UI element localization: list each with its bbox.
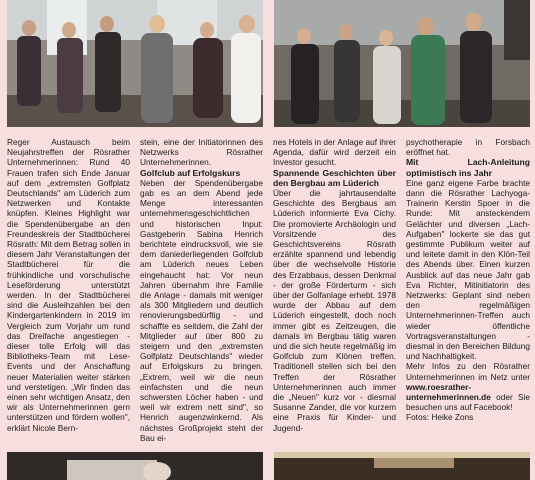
photo-bottom-left (7, 452, 263, 480)
paragraph: nes Hotels in der Anlage auf ihrer Agenda, dafür wird derzeit ein Investor gesucht. (273, 137, 396, 168)
website-link[interactable]: www.roesrather-unternehmerinnen.de (406, 381, 491, 403)
paragraph: Neben der Spendenübergabe gab es an dem Abend jede Menge interessanten unternehmensgeschichtlichen und historischen Input: Gastgeberin Sabina Henrich berichtete eindrucksvoll, wie sie dem daniederliegenden Golfclub am Lüderich neues Leben eingehaucht hat: Vor neun Jahren übernahm ihre Familie die Anlage - damals mit weniger als 300 Mitgliedern und deutlich renovierungsbedürftig - und schaffte es seitdem, die Zahl der Mitglieder auf über 800 zu steigern und den „extremsten Golfplatz Deutschlands" wieder auf Erfolgskurs zu bringen. „Extrem, weil wir die neun einfachsten und die neun schwersten Löcher haben - und weil wir extrem nett sind", so Henrich augenzwinkernd. Als nächstes Großprojekt steht der Bau ei- (140, 177, 263, 443)
facebook-text: oder Sie besuchen uns auf Facebook! (406, 392, 531, 413)
group-photo-left (7, 0, 263, 127)
article-column-2 (140, 137, 263, 443)
section-heading: Mit Lach-Anleitung optimistisch ins Jahr (406, 157, 530, 178)
paragraph: Eine ganz eigene Farbe brachte dann die Rösrather Lachyoga-Trainerin Kerstin Spoer in die Runde: Mit ansteckendem Gelächter und diversen „Lach-Aufgaben" lockerte sie das gut gestimmte Publikum weiter auf und leitete damit in den Klön-Teil des Abends über. Einen kurzen Ausblick auf das neue Jahr gab Eva Richter, Mitinitiatorin des Netzwerks: Geplant sind neben den regelmäßigen Unternehmerinnen-Treffen auch wieder öffentliche Vortragsveranstaltungen - diesmal in den Bereichen Bildung und Nachhaltigkeit. (406, 177, 530, 362)
article-column-3 (273, 137, 396, 433)
article-column-1 (7, 137, 130, 433)
paragraph: Reger Austausch beim Neujahrstreffen der Rösrather Unternehmerinnen: Rund 40 Frauen trafen sich Ende Januar auf dem „extremsten Golfplatz Deutschlands" am Lüderich zum Netzwerken und Kontakte knüpfen. Kleines Highlight war die Spendenübergabe an den Freundeskreis der Stadtbücherei Rösrath: Mit dem Betrag sollen in diesem Jahr Veranstaltungen der Stadtbücherei für die frühkindliche und vorschulische Leseförderung unterstützt werden. In der Stadtbücherei sind die Ausleihzahlen bei den Kindergartenkindern in 2019 im Vergleich zum Vorjahr um rund das Dreifache angestiegen - dieser tolle Erfolg will das Bibliotheks-Team mit Lese-Events und der Anschaffung neuer Materialien weiter stärken und verstetigen. „Wir finden das einen sehr wichtigen Ansatz, den wir als Unternehmerinnen gern unterstützen und fördern wollen", erklärt Nicole Bern- (7, 137, 130, 433)
section-heading: Golfclub auf Erfolgskurs (140, 167, 241, 178)
paragraph: stein, eine der Initiatorinnen des Netzwerks Rösrather Unternehmerinnen. (140, 137, 263, 168)
article-body (7, 137, 531, 443)
photo-bottom-right (274, 452, 530, 480)
photo-credit: Fotos: Heike Zons (406, 412, 474, 423)
section-heading: Spannende Geschichten über den Bergbau am Lüderich (273, 167, 396, 188)
paragraph: psychotherapie in Forsbach eröffnet hat. (406, 137, 530, 158)
group-photo-right (274, 0, 530, 127)
paragraph: Über die jahrtausendalte Geschichte des Bergbaus am Lüderich informierte Eva Cichy. Die promovierte Archäologin und Vorsitzende des Geschichtsvereins Rösrath erzählte spannend und lebendig über die wechselvolle Historie des Erzabbaus, dessen Denkmal - der große Förderturm - sich über der Golfanlage erhebt. 1978 wurde der Abbau auf dem Lüderich eingestellt, doch noch immer gibt es Zeitzeugen, die damals im Bergbau tätig waren und die sich heute regelmäßig im Golfclub zum Klönen treffen. Traditionell stellen sich bei den Treffen der Rösrather Unternehmerinnen auch immer die „Neuen" kurz vor - diesmal Susanne Zander, die vor kurzem eine Praxis für Kinder- und Jugend- (273, 188, 396, 433)
article-column-4 (406, 137, 530, 423)
more-info-label: Mehr Infos zu den Rösrather Unternehmerinnen im Netz unter (406, 361, 530, 382)
more-info-text (406, 361, 530, 412)
